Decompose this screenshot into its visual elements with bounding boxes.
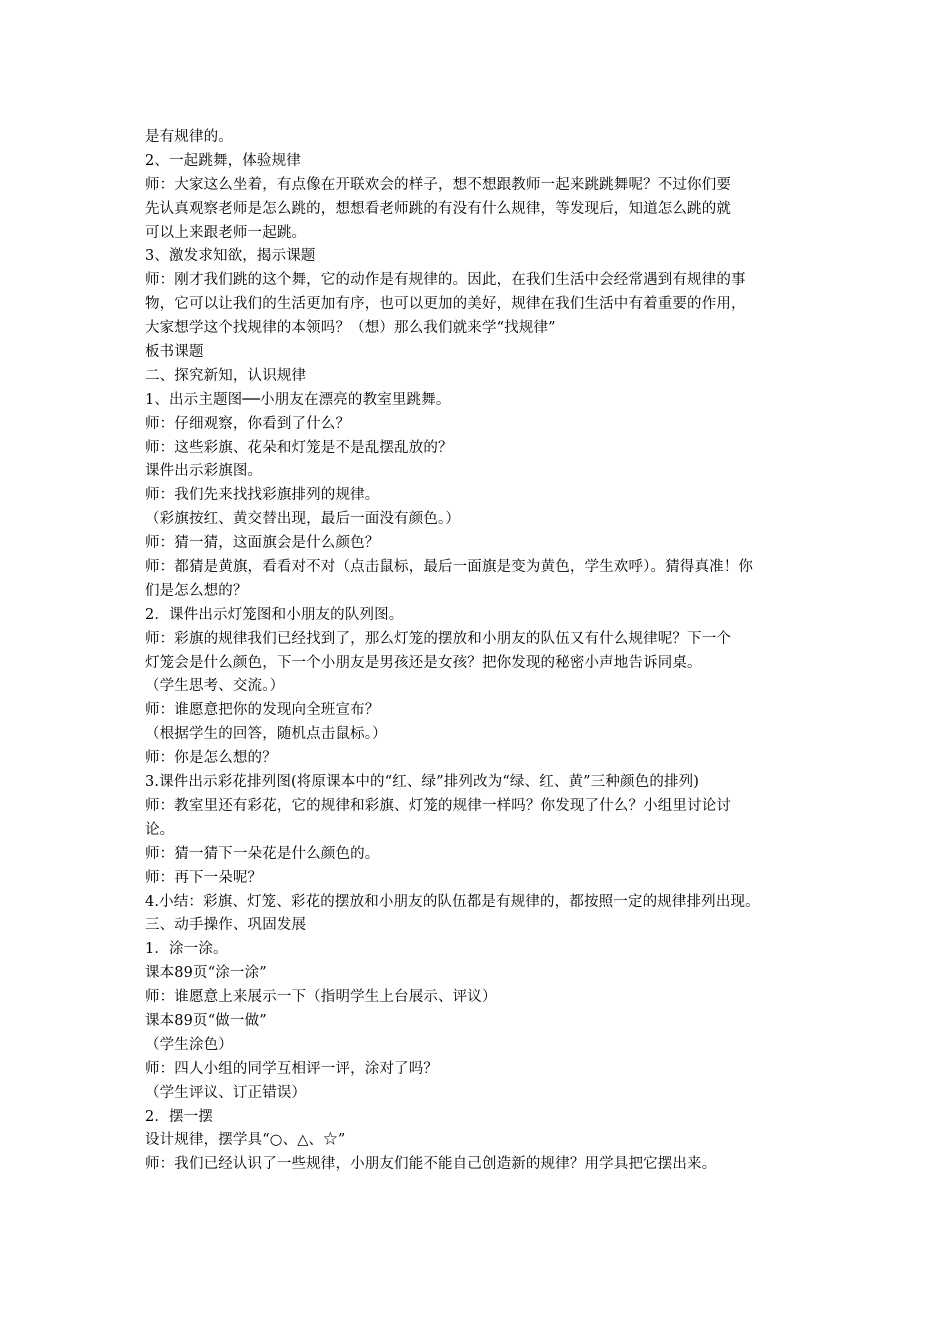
section-heading: 2．课件出示灯笼图和小朋友的队列图。 <box>145 606 404 623</box>
text-line: （彩旗按红、黄交替出现，最后一面没有颜色。） <box>145 511 461 528</box>
text-line: 师：谁愿意把你的发现向全班宣布？ <box>145 702 380 719</box>
text-line: 师：彩旗的规律我们已经找到了，那么灯笼的摆放和小朋友的队伍又有什么规律呢？下一个 <box>145 630 731 647</box>
text-line: 课本89页“涂一涂” <box>145 965 267 982</box>
section-heading: 1、出示主题图──小朋友在漂亮的教室里跳舞。 <box>145 391 451 408</box>
text-line: （学生评议、订正错误） <box>145 1084 307 1101</box>
text-line: 师：我们已经认识了一些规律，小朋友们能不能自己创造新的规律？用学具把它摆出来。 <box>145 1156 717 1173</box>
text-line: （根据学生的回答，随机点击鼠标。） <box>145 726 387 743</box>
text-line: 大家想学这个找规律的本领吗？（想）那么我们就来学“找规律” <box>145 320 556 337</box>
text-line: 师：仔细观察，你看到了什么？ <box>145 415 351 432</box>
section-heading: 二、探究新知，认识规律 <box>145 367 307 384</box>
text-line: 师：你是怎么想的？ <box>145 750 277 767</box>
section-heading: 1．涂一涂。 <box>145 941 228 958</box>
text-line: 先认真观察老师是怎么跳的，想想看老师跳的有没有什么规律，等发现后，知道怎么跳的就 <box>145 200 731 217</box>
text-line: 们是怎么想的？ <box>145 582 248 599</box>
text-line: 师：猜一猜下一朵花是什么颜色的。 <box>145 845 380 862</box>
text-line: 师：都猜是黄旗，看看对不对（点击鼠标，最后一面旗是变为黄色，学生欢呼）。猜得真准！你 <box>145 559 754 576</box>
text-line: 师：再下一朵呢？ <box>145 869 263 886</box>
text-line: 课件出示彩旗图。 <box>145 463 263 480</box>
text-line: 可以上来跟老师一起跳。 <box>145 224 307 241</box>
text-line: 师：猜一猜，这面旗会是什么颜色？ <box>145 535 380 552</box>
text-line: （学生涂色） <box>145 1036 233 1053</box>
text-line: 师：谁愿意上来展示一下（指明学生上台展示、评议） <box>145 989 497 1006</box>
section-heading: 2、一起跳舞，体验规律 <box>145 152 301 169</box>
section-heading: 3.课件出示彩花排列图(将原课本中的“红、绿”排列改为“绿、红、黄”三种颜色的排列) <box>145 774 700 791</box>
text-line: 师：我们先来找找彩旗排列的规律。 <box>145 487 380 504</box>
section-heading: 4.小结：彩旗、灯笼、彩花的摆放和小朋友的队伍都是有规律的，都按照一定的规律排列出现。 <box>145 893 760 910</box>
text-line: 课本89页“做一做” <box>145 1012 267 1029</box>
section-heading: 三、动手操作、巩固发展 <box>145 917 307 934</box>
text-line: 师：这些彩旗、花朵和灯笼是不是乱摆乱放的？ <box>145 439 453 456</box>
text-line: 师：刚才我们跳的这个舞，它的动作是有规律的。因此，在我们生活中会经常遇到有规律的事 <box>145 272 746 289</box>
text-line: 是有规律的。 <box>145 129 233 145</box>
text-line: 板书课题 <box>145 344 204 361</box>
text-line: 物，它可以让我们的生活更加有序，也可以更加的美好，规律在我们生活中有着重要的作用， <box>145 296 746 313</box>
text-line: 师：教室里还有彩花，它的规律和彩旗、灯笼的规律一样吗？你发现了什么？小组里讨论讨 <box>145 797 731 814</box>
text-line: 师：四人小组的同学互相评一评，涂对了吗？ <box>145 1060 438 1077</box>
section-heading: 2．摆一摆 <box>145 1108 213 1125</box>
text-line: 设计规律，摆学具“○、△、☆” <box>145 1132 346 1149</box>
document-page <box>145 126 825 1177</box>
text-line: 论。 <box>145 821 175 838</box>
text-line: （学生思考、交流。） <box>145 678 285 695</box>
text-line: 师：大家这么坐着，有点像在开联欢会的样子，想不想跟教师一起来跳跳舞呢？不过你们要 <box>145 176 731 193</box>
text-line: 灯笼会是什么颜色，下一个小朋友是男孩还是女孩？把你发现的秘密小声地告诉同桌。 <box>145 654 702 671</box>
section-heading: 3、激发求知欲，揭示课题 <box>145 248 316 265</box>
